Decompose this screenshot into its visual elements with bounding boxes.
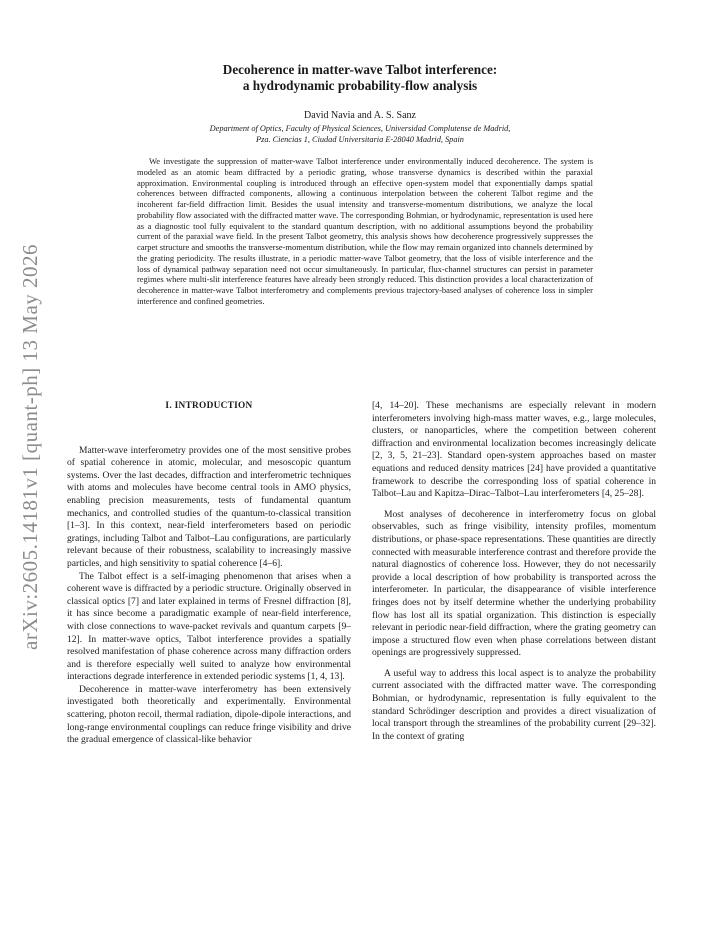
abstract: We investigate the suppression of matter-wave Talbot interference under environmentally induced decoherence. The system is modeled as an atomic beam diffracted by a periodic grating, whose transverse dynamics is described within the paraxial approximation. Environmental coupling is introduced through an effective open-system model that exponentially damps spatial coherences between diffracted components, allowing a continuous interpolation between the coherent Talbot regime and the incoherent far-field diffraction limit. Besides the usual intensity and transverse-momentum distributions, we analyze the local probability flow associated with the diffracted matter wave. The corresponding Bohmian, or hydrodynamic, representation is used here as a diagnostic tool fully equivalent to the standard quantum description, with no additional assumptions beyond the probability current of the paraxial wave field. In the present Talbot geometry, this analysis shows how decoherence progressively suppresses the carpet structure and smooths the transverse-momentum distribution, while the flow may remain organized into channels determined by the grating periodicity. The results illustrate, in a periodic matter-wave Talbot geometry, that the loss of visible interference and the loss of dynamical pathway separation need not occur simultaneously. In particular, flux-channel structures can persist in parameter regimes where multi-slit interference features have already been strongly reduced. This distinction provides a local characterization of decoherence in matter-wave Talbot interferometry and complements previous trajectory-based analyses of coherence loss in simpler interference and confined geometries.: [137, 156, 593, 306]
paragraph: Decoherence in matter-wave interferometry has been extensively investigated both theoretically and experimentally. Environmental scattering, photon recoil, thermal radiation, dipole-dipole interactions, and long-range environmental couplings can reduce fringe visibility and drive the gradual emergence of classical-like behavior: [67, 683, 351, 746]
right-column: [372, 400, 656, 751]
section-heading: I. INTRODUCTION: [165, 401, 253, 411]
authors: David Navia and A. S. Sanz: [304, 110, 416, 121]
left-column: [67, 400, 351, 747]
paragraph: Matter-wave interferometry provides one of the most sensitive probes of spatial coherence in atomic, molecular, and mesoscopic quantum systems. Over the last decades, diffraction and interferometric techniques with atoms and molecules have become central tools in AMO physics, enabling precision measurements, tests of fundamental quantum mechanics, and controlled studies of the quantum-to-classical transition [1–3]. In this context, near-field interferometers based on periodic gratings, including Talbot and Talbot–Lau configurations, are particularly relevant because of their robustness, scalability to increasingly massive particles, and high sensitivity to spatial coherence [4–6].: [67, 444, 351, 569]
title-line-2: a hydrodynamic probability-flow analysis: [242, 78, 478, 93]
title-line-1: Decoherence in matter-wave Talbot interference:: [222, 62, 498, 77]
paper-title: [0, 62, 720, 94]
paragraph: Most analyses of decoherence in interferometry focus on global observables, such as fringe visibility, intensity profiles, momentum distributions, or phase-space representations. These quantities are directly connected with measurable interference contrast and therefore provide the natural diagnostics of coherence loss. However, they do not necessarily provide a local description of how probability is transported across the interferometer. In particular, the disappearance of visible interference fringes does not by itself determine whether the underlying probability flow has lost all its spatial organization. This distinction is especially relevant in periodic near-field diffraction, where the grating geometry can impose a structured flow even when phase correlations between distant openings are progressively suppressed.: [372, 508, 656, 659]
affiliation-line-1: Department of Optics, Faculty of Physical Sciences, Universidad Complutense de Madrid,: [209, 124, 511, 133]
affiliation: [0, 123, 720, 145]
paragraph: The Talbot effect is a self-imaging phenomenon that arises when a coherent wave is diffracted by a periodic structure. Originally observed in classical optics [7] and later explained in terms of Fresnel diffraction [8], it has since become a paradigmatic example of near-field interference, with close connections to wave-packet revivals and quantum carpets [9–12]. In matter-wave optics, Talbot interference provides a spatially resolved manifestation of phase coherence across many diffraction orders and is therefore especially well suited to analyze how environmental interactions degrade interference in extended periodic systems [1, 4, 13].: [67, 570, 351, 683]
paragraph: [4, 14–20]. These mechanisms are especially relevant in modern interferometers involving high-mass matter waves, e.g., large molecules, clusters, or nanoparticles, where the competition between coherent diffraction and environmental localization becomes increasingly delicate [2, 3, 5, 21–23]. Standard open-system approaches based on master equations and reduced density matrices [24] have provided a quantitative framework to describe the corresponding loss of spatial coherence in Talbot–Lau and Kapitza–Dirac–Talbot–Lau interferometers [4, 25–28].: [372, 400, 656, 500]
arxiv-identifier: arXiv:2605.14181v1 [quant-ph] 13 May 2026: [18, 243, 42, 650]
paragraph: A useful way to address this local aspect is to analyze the probability current associated with the diffracted matter wave. The corresponding Bohmian, or hydrodynamic, representation is fully equivalent to the standard Schrödinger description and provides a direct visualization of local transport through the streamlines of the probability current [29–32]. In the context of grating: [372, 667, 656, 742]
affiliation-line-2: Pza. Ciencias 1, Ciudad Universitaria E-28040 Madrid, Spain: [256, 135, 464, 144]
